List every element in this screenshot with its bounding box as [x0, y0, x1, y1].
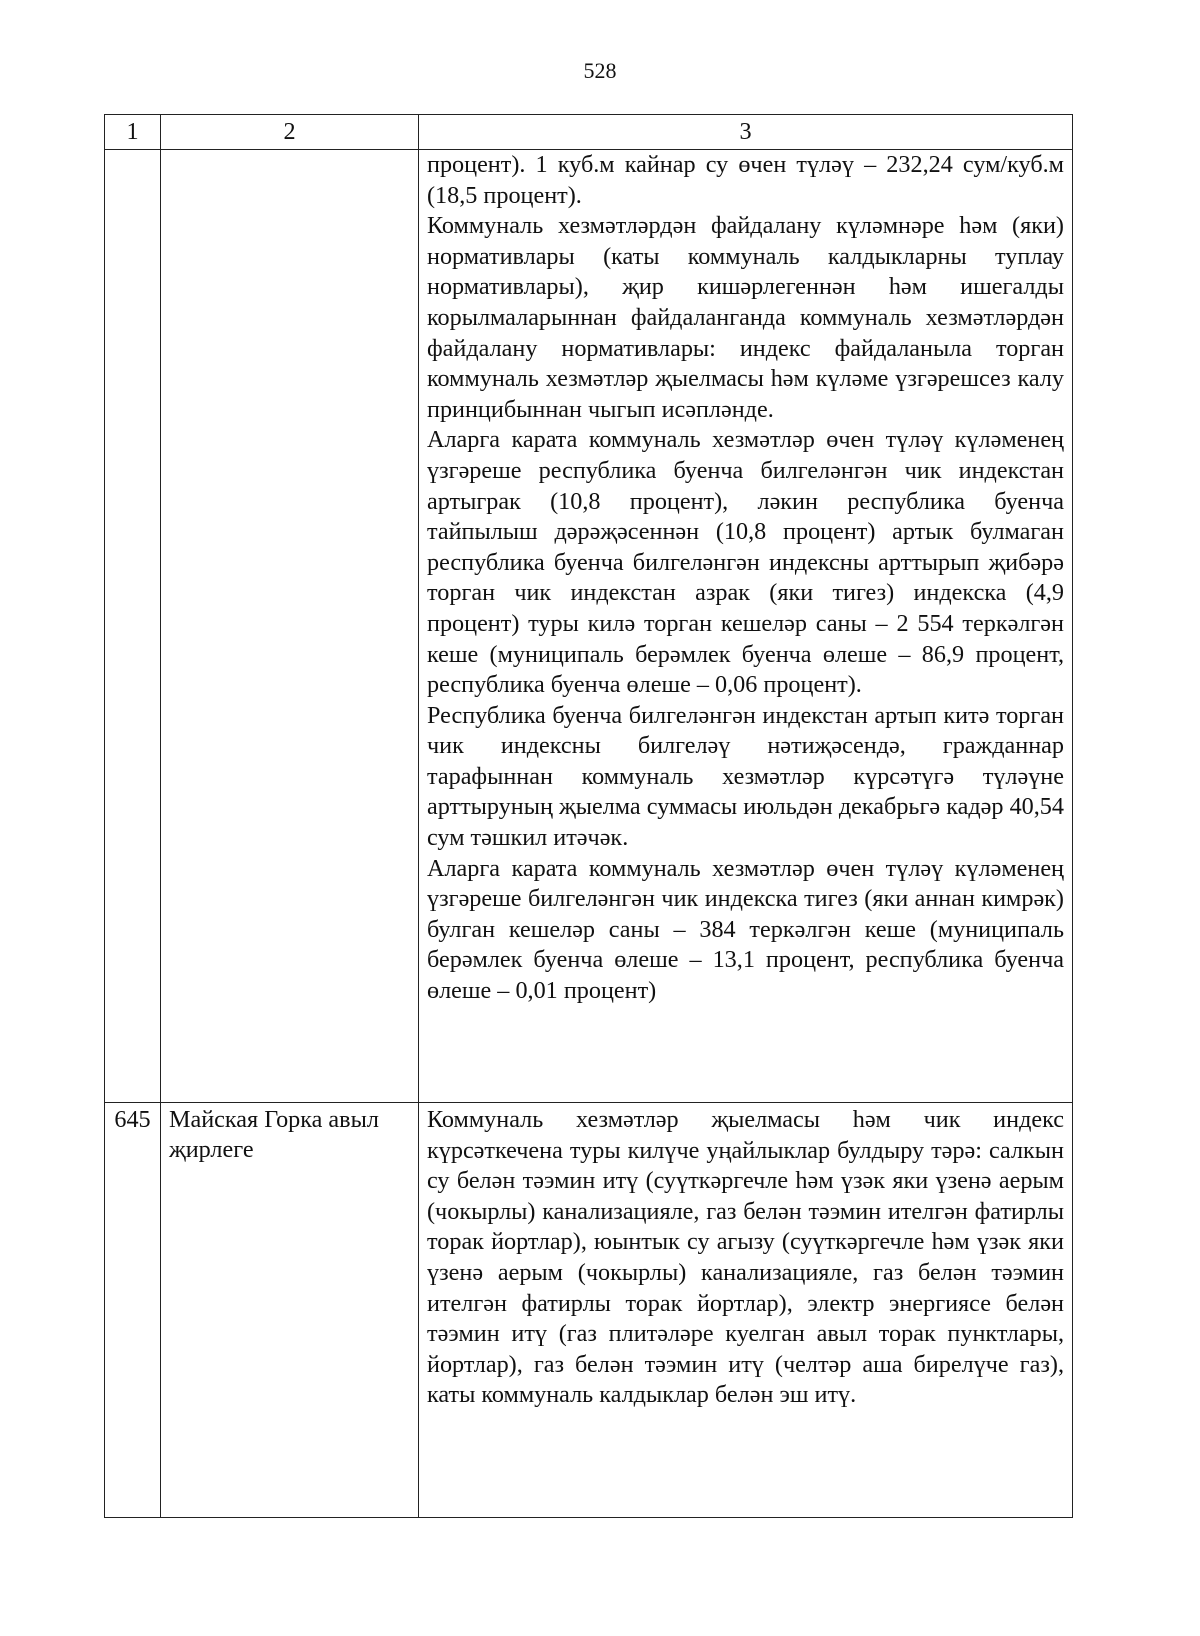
row-number-cell — [105, 150, 161, 1103]
page-number: 528 — [583, 58, 617, 83]
table-row — [105, 150, 1073, 1103]
column-header-1: 1 — [105, 115, 161, 150]
description-cell — [419, 150, 1073, 1103]
description-cell — [419, 1103, 1073, 1518]
paragraph: Аларга карата коммуналь хезмәтләр өчен түләү күләменең үзгәреше республика буенча билгеләнгән чик индекстан артыграк (10,8 процент), ләкин республика буенча тайпылыш дәрәҗәсеннән (10,8 процент) артык булмаган республика буенча билгеләнгән индексны арттырып җибәрә торган чик индекстан азрак (яки тигез) индекска (4,9 процент) туры килә торган кешеләр саны – 2 554 теркәлгән кеше (муниципаль берәмлек буенча өлеше – 86,9 процент, республика буенча өлеше – 0,06 процент). — [427, 426, 1064, 699]
table-row — [105, 1103, 1073, 1518]
column-header-2: 2 — [161, 115, 419, 150]
paragraph: Коммуналь хезмәтләр җыелмасы һәм чик индекс күрсәткечена туры килүче уңайлыклар булдыру тәрә: салкын су белән тәэмин итү (суүткәргечле һәм үзәк яки үзенә аерым (чокырлы) канализацияле, газ белән тәэмин ителгән фатирлы торак йортлар), юынтык су агызу (суүткәргечле һәм үзәк яки үзенә аерым (чокырлы) канализацияле, газ белән тәэмин ителгән фатирлы торак йортлар), электр энергиясе белән тәэмин итү (газ плитәләре куелган авыл торак пунктлары, йортлар), газ белән тәэмин итү (челтәр аша бирелүче газ), каты коммуналь калдыклар белән эш итү. — [427, 1106, 1064, 1409]
paragraph: Коммуналь хезмәтләрдән файдалану күләмнәре һәм (яки) нормативлары (каты коммуналь калдыкларны туплау нормативлары), җир кишәрлегеннән һәм ишегалды корылмаларыннан файдаланганда коммуналь хезмәтләрдән файдалану нормативлары: индекс файдаланыла торган коммуналь хезмәтләр җыелмасы һәм күләме үзгәрешсез калу принцибыннан чыгып исәпләнде. — [427, 212, 1064, 423]
row-number-cell: 645 — [105, 1103, 161, 1518]
settlement-name-cell — [161, 150, 419, 1103]
paragraph: Аларга карата коммуналь хезмәтләр өчен түләү күләменең үзгәреше билгеләнгән чик индекска тигез (яки аннан кимрәк) булган кешеләр саны – 384 теркәлгән кеше (муниципаль берәмлек буенча өлеше – 13,1 процент, республика буенча өлеше – 0,01 процент) — [427, 854, 1064, 1005]
document-table — [104, 114, 1073, 1518]
settlement-name-cell: Майская Горка авыл җирлеге — [161, 1103, 419, 1518]
column-header-3: 3 — [419, 115, 1073, 150]
paragraph: Республика буенча билгеләнгән индекстан артып китә торган чик индексны билгеләү нәтиҗәсендә, гражданнар тарафыннан коммуналь хезмәтләр күрсәтүгә түләүне арттыруның җыелма суммасы июльдән декабрьгә кадәр 40,54 сум тәшкил итәчәк. — [427, 701, 1064, 852]
table-header-row — [105, 115, 1073, 150]
paragraph: процент). 1 куб.м кайнар су өчен түләү – 232,24 сум/куб.м (18,5 процент). — [427, 151, 1064, 209]
